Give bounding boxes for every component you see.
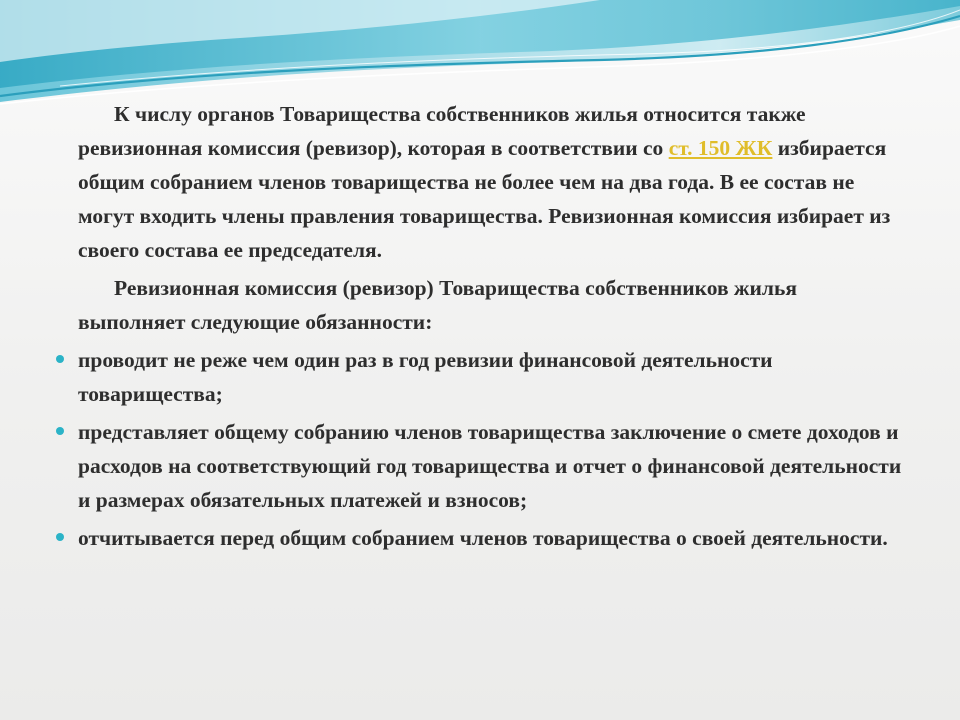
list-item — [78, 521, 908, 555]
bullet-dot-icon — [56, 533, 64, 541]
law-article-link[interactable]: ст. 150 ЖК — [668, 136, 773, 160]
slide-body — [78, 97, 908, 559]
duties-list — [78, 343, 908, 555]
paragraph-1-text-end: избирается общим собранием членов товарищества не более чем на два года. В ее состав не могут входить члены правления товарищества. Ревизионная комиссия избирает из своего состава ее председателя. — [78, 136, 891, 262]
list-item-text: проводит не реже чем один раз в год ревизии финансовой деятельности товарищества; — [78, 348, 773, 406]
bullet-dot-icon — [56, 355, 64, 363]
header-wave-decoration — [0, 0, 960, 110]
paragraph-1-text-start: К числу органов Товарищества собственников жилья относится также ревизионная комиссия (ревизор), которая в соответствии со — [78, 102, 806, 160]
paragraph-duties-intro: Ревизионная комиссия (ревизор) Товарищества собственников жилья выполняет следующие обязанности: — [78, 276, 797, 334]
bullet-dot-icon — [56, 427, 64, 435]
list-item — [78, 415, 908, 517]
paragraph-revision-commission-intro — [78, 97, 908, 267]
list-item-text: отчитывается перед общим собранием членов товарищества о своей деятельности. — [78, 526, 888, 550]
list-item — [78, 343, 908, 411]
list-item-text: представляет общему собранию членов товарищества заключение о смете доходов и расходов на соответствующий год товарищества и отчет о финансовой деятельности и размерах обязательных платежей и взносов; — [78, 420, 902, 512]
